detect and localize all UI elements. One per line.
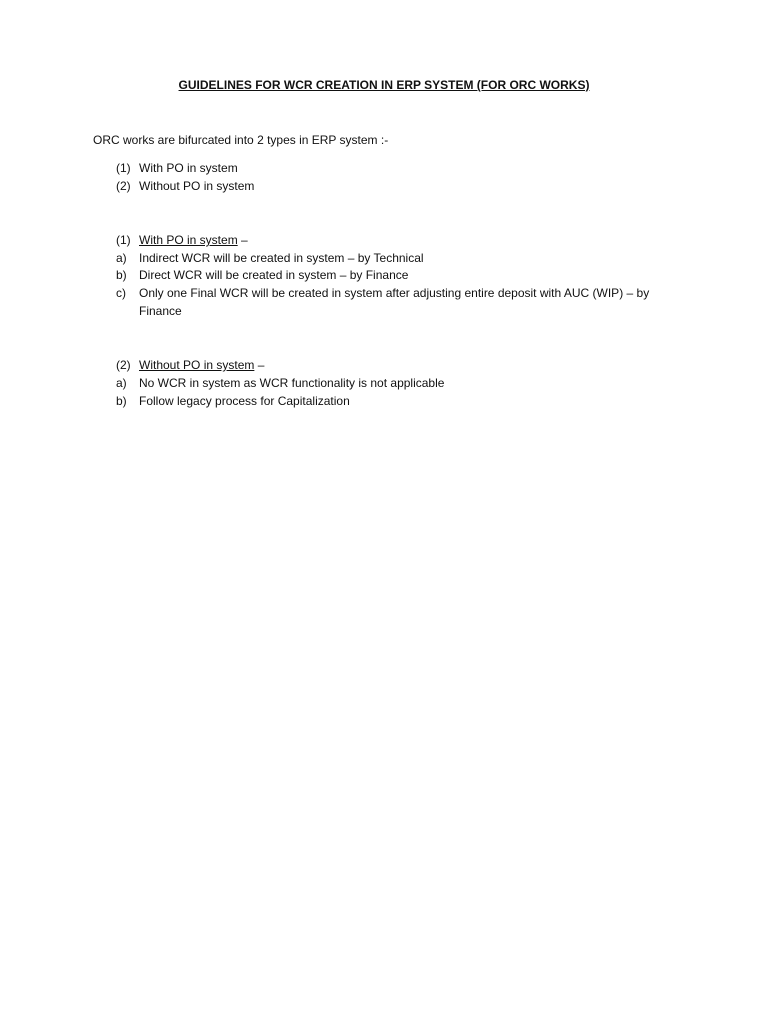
list-item-text: With PO in system [139,161,238,175]
type-list-item [116,178,696,196]
section-1-item [116,285,676,320]
list-item-text: Without PO in system [139,179,255,193]
list-item-text: No WCR in system as WCR functionality is not applicable [139,376,445,390]
list-marker: c) [116,286,126,300]
section-1-item [116,250,696,268]
list-marker: b) [116,394,127,408]
list-marker: a) [116,376,127,390]
section-2-item [116,393,696,411]
section-1-item [116,267,696,285]
section-marker: (2) [116,358,131,372]
section-dash: – [237,233,248,247]
section-2-title: Without PO in system [139,358,255,372]
intro-paragraph: ORC works are bifurcated into 2 types in ERP system :- [93,133,389,147]
list-item-text: Direct WCR will be created in system – by Finance [139,268,409,282]
list-item-text: Only one Final WCR will be created in system after adjusting entire deposit with AUC (WIP) – by Finance [139,286,650,318]
list-marker: b) [116,268,127,282]
list-marker: (2) [116,179,131,193]
section-dash: – [254,358,265,372]
list-marker: a) [116,251,127,265]
section-2-heading [116,357,696,375]
list-marker: (1) [116,161,131,175]
document-title: GUIDELINES FOR WCR CREATION IN ERP SYSTEM (FOR ORC WORKS) [178,78,590,92]
list-item-text: Follow legacy process for Capitalization [139,394,350,408]
section-2-item [116,375,696,393]
section-1-title: With PO in system [139,233,238,247]
section-1-heading [116,232,696,250]
list-item-text: Indirect WCR will be created in system – by Technical [139,251,424,265]
type-list-item [116,160,696,178]
section-marker: (1) [116,233,131,247]
